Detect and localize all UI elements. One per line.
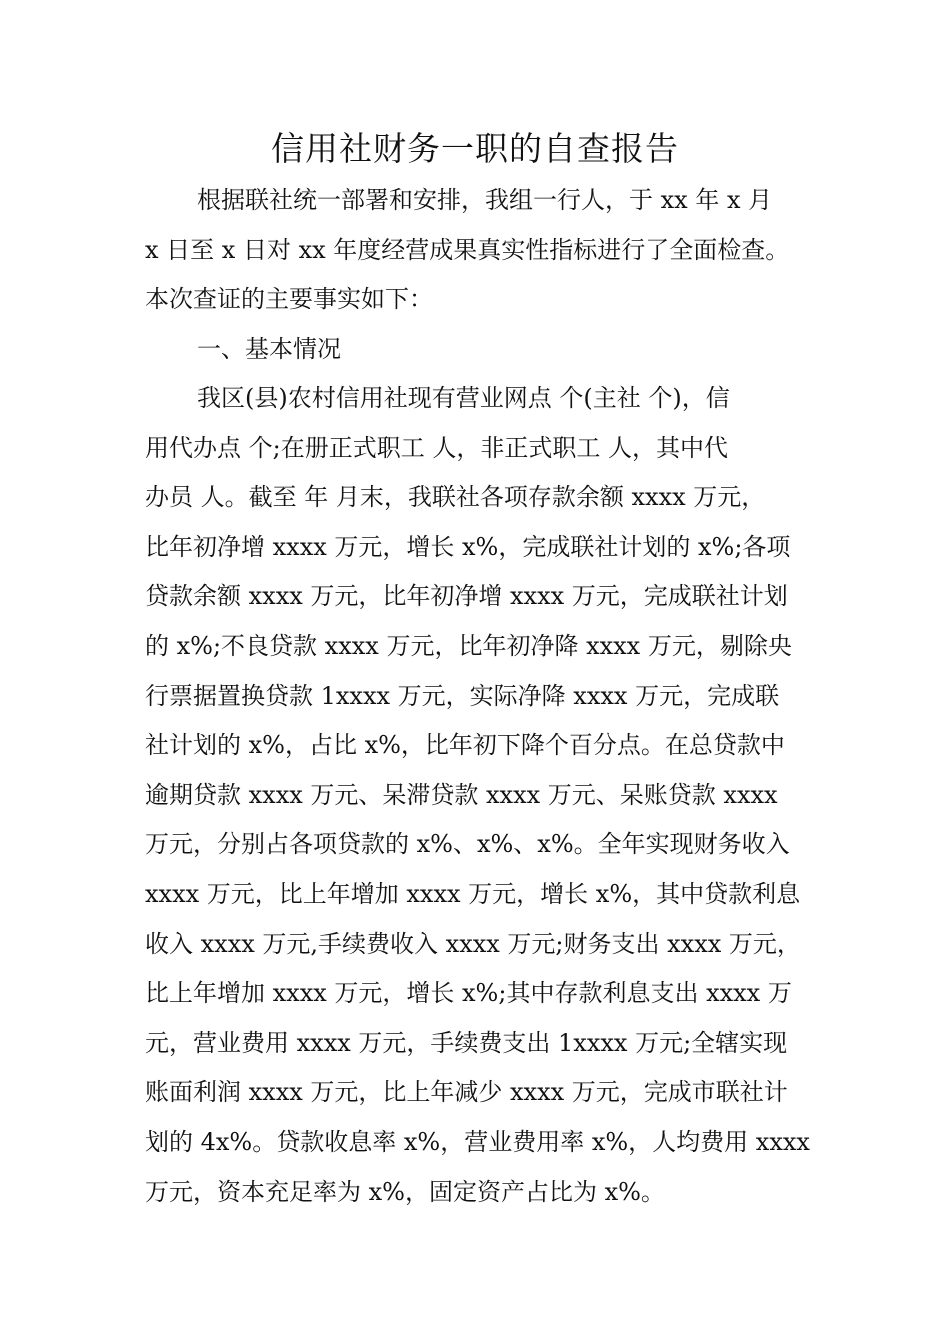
paragraph-line: 账面利润 xxxx 万元，比上年减少 xxxx 万元，完成市联社计 <box>145 1078 788 1107</box>
paragraph-line: 贷款余额 xxxx 万元，比年初净增 xxxx 万元，完成联社计划 <box>145 582 788 611</box>
paragraph-line: 社计划的 x%，占比 x%，比年初下降个百分点。在总贷款中 <box>145 731 785 760</box>
paragraph-line: 本次查证的主要事实如下： <box>145 285 433 314</box>
document-title: 信用社财务一职的自查报告 <box>271 129 679 168</box>
paragraph-line: 我区(县)农村信用社现有营业网点 个(主社 个)，信 <box>197 384 730 412</box>
section-heading-text: 一、基本情况 <box>197 335 341 363</box>
paragraph-line: 的 x%;不良贷款 xxxx 万元，比年初净降 xxxx 万元，剔除央 <box>145 631 792 660</box>
paragraph-line: 逾期贷款 xxxx 万元、呆滞贷款 xxxx 万元、呆账贷款 xxxx <box>145 780 778 809</box>
paragraph-line: 比年初净增 xxxx 万元，增长 x%，完成联社计划的 x%;各项 <box>145 532 791 561</box>
paragraph-line: 万元，资本充足率为 x%，固定资产占比为 x%。 <box>145 1177 665 1206</box>
section-heading <box>145 325 825 375</box>
paragraph-line: 行票据置换贷款 1xxxx 万元，实际净降 xxxx 万元，完成联 <box>145 681 780 710</box>
paragraph-line: 用代办点 个;在册正式职工 人，非正式职工 人，其中代 <box>145 433 728 462</box>
intro-paragraph <box>145 176 825 325</box>
paragraph-line: xxxx 万元，比上年增加 xxxx 万元，增长 x%，其中贷款利息 <box>145 879 801 908</box>
paragraph-line: x 日至 x 日对 xx 年度经营成果真实性指标进行了全面检查。 <box>145 235 790 264</box>
paragraph-line: 元，营业费用 xxxx 万元，手续费支出 1xxxx 万元;全辖实现 <box>145 1028 788 1057</box>
paragraph-line: 根据联社统一部署和安排，我组一行人，于 xx 年 x 月 <box>197 186 773 214</box>
basic-situation-paragraph <box>145 374 825 1217</box>
paragraph-line: 万元，分别占各项贷款的 x%、x%、x%。全年实现财务收入 <box>145 830 790 859</box>
paragraph-line: 办员 人。截至 年 月末，我联社各项存款余额 xxxx 万元， <box>145 483 766 512</box>
paragraph-line: 划的 4x%。贷款收息率 x%，营业费用率 x%，人均费用 xxxx <box>145 1127 810 1156</box>
paragraph-line: 比上年增加 xxxx 万元，增长 x%;其中存款利息支出 xxxx 万 <box>145 979 792 1008</box>
paragraph-line: 收入 xxxx 万元,手续费收入 xxxx 万元;财务支出 xxxx 万元， <box>145 929 801 958</box>
